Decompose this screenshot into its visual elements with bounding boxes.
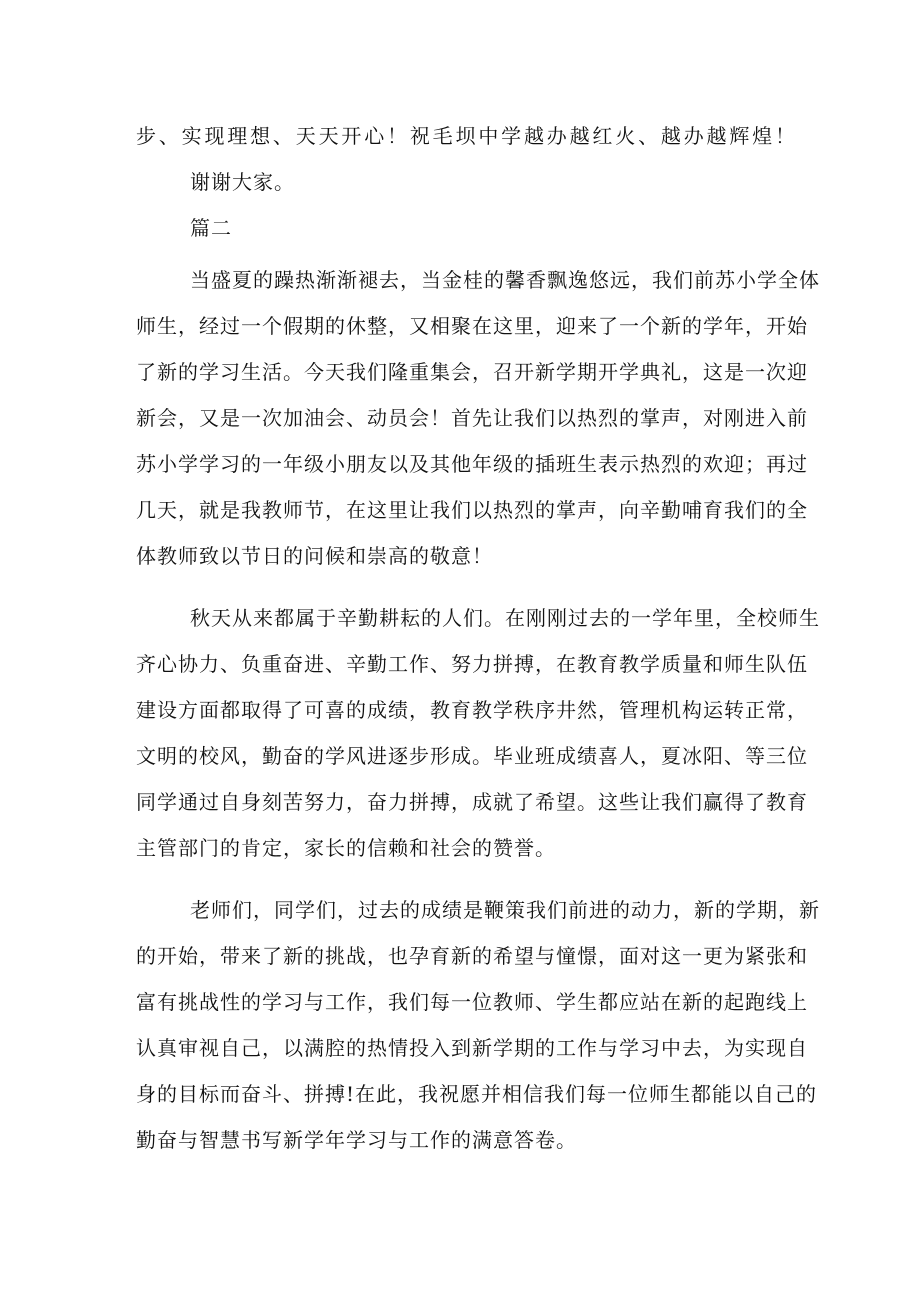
text-line: 了新的学习生活。今天我们隆重集会，召开新学期开学典礼，这是一次迎	[136, 360, 808, 384]
text-line: 齐心协力、负重奋进、辛勤工作、努力拼搏，在教育教学质量和师生队伍	[136, 652, 808, 676]
text-line: 建设方面都取得了可喜的成绩，教育教学秩序井然，管理机构运转正常，	[136, 698, 808, 722]
text-line: 步、实现理想、天天开心！祝毛坝中学越办越红火、越办越辉煌！	[136, 124, 796, 148]
text-line: 富有挑战性的学习与工作，我们每一位教师、学生都应站在新的起跑线上	[136, 990, 808, 1014]
text-line: 老师们，同学们，过去的成绩是鞭策我们前进的动力，新的学期，新	[190, 898, 820, 922]
text-line: 苏小学学习的一年级小朋友以及其他年级的插班生表示热烈的欢迎；再过	[136, 452, 808, 476]
text-line: 勤奋与智慧书写新学年学习与工作的满意答卷。	[136, 1128, 577, 1152]
text-line: 主管部门的肯定，家长的信赖和社会的赞誉。	[136, 836, 556, 860]
text-line: 身的目标而奋斗、拼搏!在此，我祝愿并相信我们每一位师生都能以自己的	[136, 1082, 818, 1106]
text-line: 几天，就是我教师节，在这里让我们以热烈的掌声，向辛勤哺育我们的全	[136, 498, 808, 522]
text-line: 体教师致以节日的问候和崇高的敬意！	[136, 544, 493, 568]
text-line: 同学通过自身刻苦努力，奋力拼搏，成就了希望。这些让我们赢得了教育	[136, 790, 808, 814]
text-line: 秋天从来都属于辛勤耕耘的人们。在刚刚过去的一学年里，全校师生	[190, 606, 820, 630]
text-line: 谢谢大家。	[190, 170, 295, 194]
text-line: 新会，又是一次加油会、动员会！首先让我们以热烈的掌声，对刚进入前	[136, 406, 808, 430]
text-line: 认真审视自己，以满腔的热情投入到新学期的工作与学习中去，为实现自	[136, 1036, 808, 1060]
text-line: 师生，经过一个假期的休整，又相聚在这里，迎来了一个新的学年，开始	[136, 314, 808, 338]
text-line: 的开始，带来了新的挑战，也孕育新的希望与憧憬，面对这一更为紧张和	[136, 944, 808, 968]
section-heading: 篇二	[190, 216, 232, 240]
text-line: 文明的校风，勤奋的学风进逐步形成。毕业班成绩喜人，夏冰阳、等三位	[136, 744, 808, 768]
text-line: 当盛夏的躁热渐渐褪去，当金桂的馨香飘逸悠远，我们前苏小学全体	[190, 268, 820, 292]
